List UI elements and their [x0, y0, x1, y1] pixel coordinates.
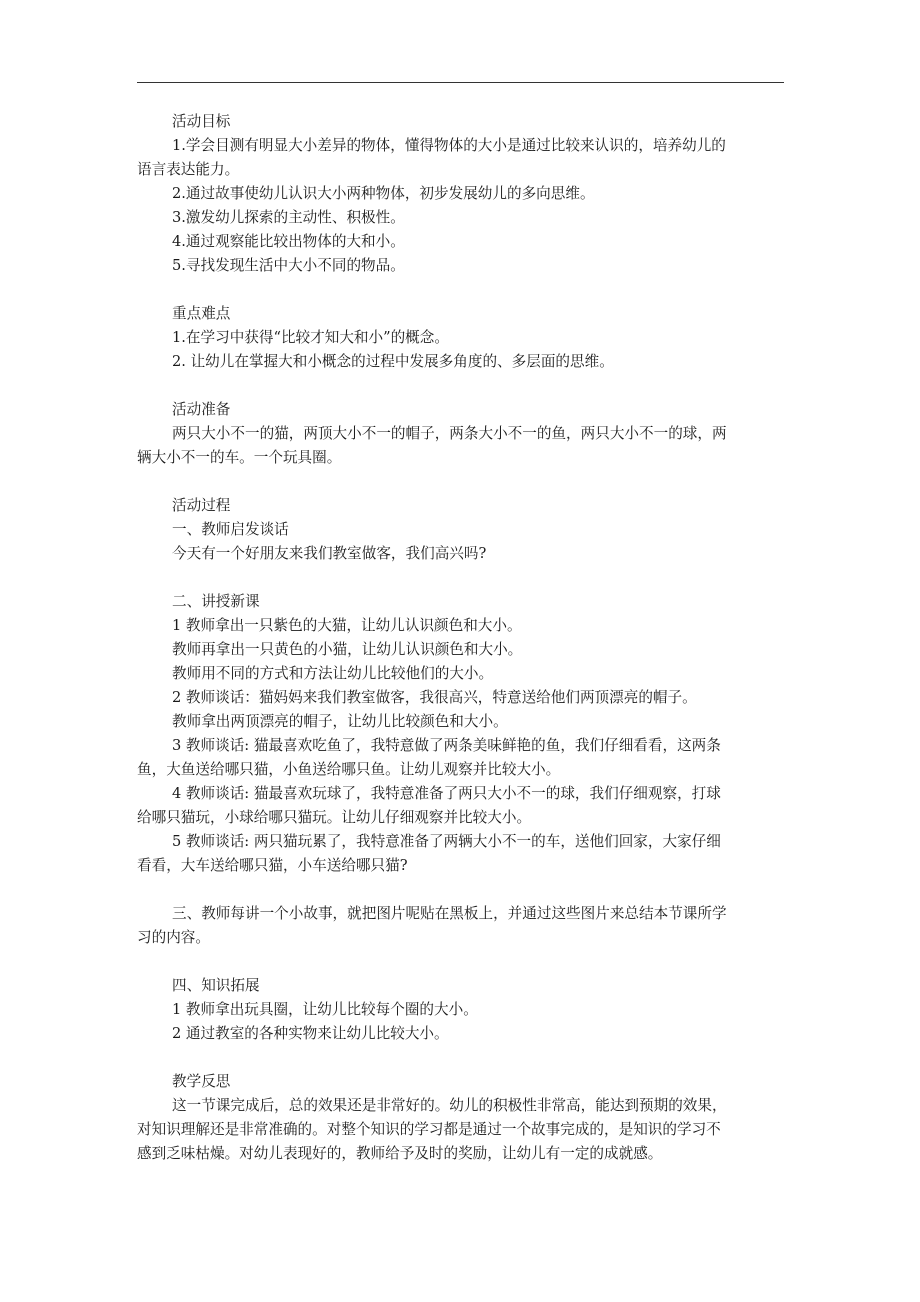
goal-item-1-line2: 语言表达能力。: [137, 161, 240, 178]
document-body: [137, 110, 787, 1166]
preparation-line1: 两只大小不一的猫，两顶大小不一的帽子，两条大小不一的鱼，两只大小不一的球，两: [172, 425, 727, 442]
reflection-line3: 感到乏味枯燥。对幼儿表现好的，教师给予及时的奖励，让幼儿有一定的成就感。: [137, 1145, 663, 1162]
process-part2-line4: 2 教师谈话：猫妈妈来我们教室做客，我很高兴，特意送给他们两顶漂亮的帽子。: [172, 689, 697, 706]
process-part2-para4-line2: 给哪只猫玩，小球给哪只猫玩。让幼儿仔细观察并比较大小。: [137, 809, 532, 826]
process-part2-line3: 教师用不同的方式和方法让幼儿比较他们的大小。: [172, 665, 494, 682]
process-part2-line1: 1 教师拿出一只紫色的大猫，让幼儿认识颜色和大小。: [172, 617, 522, 634]
process-part4-title: 四、知识拓展: [172, 977, 260, 994]
goal-item-2: 2.通过故事使幼儿认识大小两种物体，初步发展幼儿的多向思维。: [172, 185, 595, 202]
goals-heading: 活动目标: [172, 113, 231, 130]
key-point-2: 2. 让幼儿在掌握大和小概念的过程中发展多角度的、多层面的思维。: [172, 353, 614, 370]
reflection-line1: 这一节课完成后，总的效果还是非常好的。幼儿的积极性非常高，能达到预期的效果，: [172, 1097, 727, 1114]
process-part4-line2: 2 通过教室的各种实物来让幼儿比较大小。: [172, 1025, 449, 1042]
goal-item-1-line1: 1.学会目测有明显大小差异的物体，懂得物体的大小是通过比较来认识的，培养幼儿的: [172, 137, 726, 154]
process-heading: 活动过程: [172, 497, 231, 514]
reflection-heading: 教学反思: [172, 1073, 231, 1090]
preparation-heading: 活动准备: [172, 401, 231, 418]
goal-item-3: 3.激发幼儿探索的主动性、积极性。: [172, 209, 405, 226]
header-rule: [137, 82, 784, 83]
process-part2-line5: 教师拿出两顶漂亮的帽子，让幼儿比较颜色和大小。: [172, 713, 508, 730]
process-part2-title: 二、讲授新课: [172, 593, 260, 610]
key-points-heading: 重点难点: [172, 305, 231, 322]
process-part3-line2: 习的内容。: [137, 929, 210, 946]
process-part1-title: 一、教师启发谈话: [172, 521, 289, 538]
reflection-line2: 对知识理解还是非常准确的。对整个知识的学习都是通过一个故事完成的，是知识的学习不: [137, 1121, 721, 1138]
process-part4-line1: 1 教师拿出玩具圈，让幼儿比较每个圈的大小。: [172, 1001, 478, 1018]
process-part2-para5-line1: 5 教师谈话: 两只猫玩累了，我特意准备了两辆大小不一的车，送他们回家，大家仔细: [172, 833, 721, 850]
preparation-line2: 辆大小不一的车。一个玩具圈。: [137, 449, 342, 466]
process-part2-line2: 教师再拿出一只黄色的小猫，让幼儿认识颜色和大小。: [172, 641, 523, 658]
process-part2-para3-line1: 3 教师谈话: 猫最喜欢吃鱼了，我特意做了两条美味鲜艳的鱼，我们仔细看看，这两条: [172, 737, 721, 754]
process-part2-para5-line2: 看看，大车送给哪只猫，小车送给哪只猫?: [137, 857, 408, 874]
goal-item-4: 4.通过观察能比较出物体的大和小。: [172, 233, 405, 250]
process-part2-para4-line1: 4 教师谈话: 猫最喜欢玩球了，我特意准备了两只大小不一的球，我们仔细观察，打球: [172, 785, 721, 802]
process-part2-para3-line2: 鱼，大鱼送给哪只猫，小鱼送给哪只鱼。让幼儿观察并比较大小。: [137, 761, 561, 778]
key-point-1: 1.在学习中获得“比较才知大和小”的概念。: [172, 329, 449, 346]
goal-item-5: 5.寻找发现生活中大小不同的物品。: [172, 257, 405, 274]
process-part1-text: 今天有一个好朋友来我们教室做客，我们高兴吗?: [172, 545, 487, 562]
process-part3-line1: 三、教师每讲一个小故事，就把图片呢贴在黑板上，并通过这些图片来总结本节课所学: [172, 905, 727, 922]
